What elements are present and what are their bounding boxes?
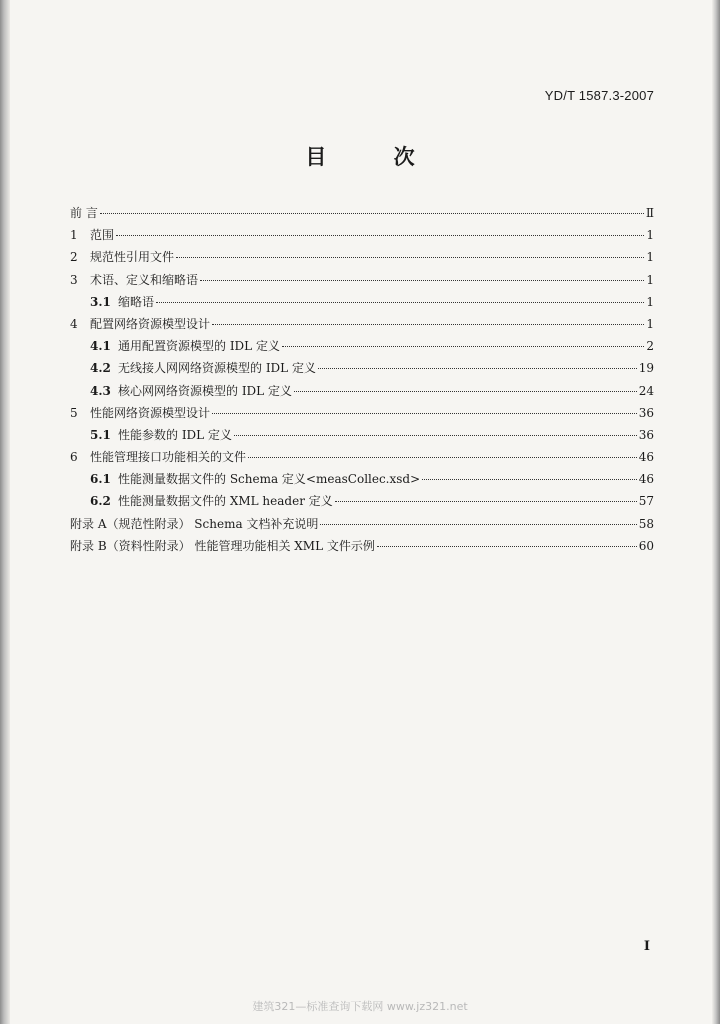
toc-entry[interactable] [70, 293, 654, 315]
footer-watermark: 建筑321—标准查询下载网 www.jz321.net [252, 1000, 468, 1013]
toc-entry-label: 前 言 [70, 206, 98, 220]
toc-entry[interactable] [70, 204, 654, 226]
toc-dot-leader [422, 479, 637, 480]
toc-entry-label: 核心网网络资源模型的 IDL 定义 [118, 383, 292, 398]
toc-entry[interactable] [70, 448, 654, 470]
toc-entry-page: 46 [638, 472, 654, 487]
toc-entry-page: 1 [646, 228, 654, 243]
toc-entry-page: 36 [638, 405, 654, 420]
toc-entry-page: 1 [646, 250, 654, 265]
toc-dot-leader [335, 501, 637, 502]
toc-entry-label: 无线接人网网络资源模型的 IDL 定义 [118, 361, 316, 376]
toc-dot-leader [318, 368, 637, 369]
toc-entry-label: 附录 B（资料性附录） 性能管理功能相关 XML 文件示例 [70, 538, 375, 553]
toc-entry-number: 5 [70, 405, 78, 420]
toc-entry-number: 2 [70, 250, 78, 265]
toc-entry-number: 6.2 [90, 494, 111, 509]
toc-entry-page: 1 [646, 316, 654, 331]
toc-dot-leader [212, 324, 644, 325]
toc-entry[interactable] [70, 271, 654, 293]
page-title: 目 次 [305, 145, 445, 169]
toc-entry-label: 性能测量数据文件的 XML header 定义 [118, 494, 333, 509]
table-of-contents [70, 204, 654, 559]
toc-entry[interactable] [70, 492, 654, 514]
toc-entry-number: 6.1 [90, 472, 111, 487]
toc-entry-page: Ⅱ [645, 206, 654, 220]
toc-entry-page: 1 [646, 294, 654, 309]
toc-entry-page: 19 [638, 361, 654, 376]
toc-dot-leader [294, 391, 637, 392]
toc-entry-label: 缩略语 [118, 294, 155, 309]
toc-entry-label: 性能管理接口功能相关的文件 [90, 450, 247, 465]
toc-entry-number: 4.3 [90, 383, 111, 398]
toc-entry-number: 4.1 [90, 339, 111, 354]
toc-entry-label: 配置网络资源模型设计 [90, 316, 211, 331]
toc-entry-label: 性能测量数据文件的 Schema 定义<measCollec.xsd> [118, 472, 421, 487]
toc-dot-leader [100, 213, 644, 214]
toc-entry[interactable] [70, 426, 654, 448]
toc-dot-leader [248, 457, 637, 458]
toc-dot-leader [156, 302, 644, 303]
toc-entry-number: 3.1 [90, 294, 111, 309]
toc-entry[interactable] [70, 515, 654, 537]
toc-dot-leader [176, 257, 644, 258]
toc-entry-number: 3 [70, 272, 78, 287]
toc-entry[interactable] [70, 315, 654, 337]
toc-entry-page: 2 [646, 339, 654, 354]
page-number: I [643, 939, 650, 954]
toc-entry-page: 57 [638, 494, 654, 509]
toc-entry-page: 24 [638, 383, 654, 398]
toc-entry-page: 58 [638, 516, 654, 531]
toc-dot-leader [282, 346, 644, 347]
toc-entry-label: 附录 A（规范性附录） Schema 文档补充说明 [70, 516, 319, 531]
toc-dot-leader [200, 280, 644, 281]
toc-entry-label: 术语、定义和缩略语 [90, 272, 199, 287]
toc-entry-label: 规范性引用文件 [90, 250, 175, 265]
toc-entry-number: 5.1 [90, 427, 111, 442]
toc-entry-page: 46 [638, 450, 654, 465]
toc-dot-leader [212, 413, 637, 414]
toc-entry-number: 6 [70, 450, 78, 465]
toc-entry-page: 36 [638, 427, 654, 442]
toc-entry[interactable] [70, 248, 654, 270]
toc-entry[interactable] [70, 470, 654, 492]
toc-entry[interactable] [70, 359, 654, 381]
toc-entry[interactable] [70, 382, 654, 404]
toc-entry[interactable] [70, 404, 654, 426]
toc-entry-label: 性能参数的 IDL 定义 [118, 427, 232, 442]
toc-entry-number: 4.2 [90, 361, 111, 376]
toc-entry-label: 性能网络资源模型设计 [90, 405, 211, 420]
toc-entry-label: 通用配置资源模型的 IDL 定义 [118, 339, 280, 354]
toc-entry[interactable] [70, 226, 654, 248]
toc-entry-page: 1 [646, 272, 654, 287]
toc-entry-number: 1 [70, 228, 78, 243]
toc-dot-leader [320, 524, 636, 525]
toc-entry-label: 范围 [90, 228, 115, 243]
toc-entry-number: 4 [70, 316, 78, 331]
document-code: YD/T 1587.3-2007 [544, 88, 654, 103]
toc-dot-leader [234, 435, 637, 436]
toc-entry[interactable] [70, 537, 654, 559]
toc-entry[interactable] [70, 337, 654, 359]
toc-entry-page: 60 [638, 538, 654, 553]
toc-dot-leader [377, 546, 637, 547]
toc-dot-leader [116, 235, 644, 236]
